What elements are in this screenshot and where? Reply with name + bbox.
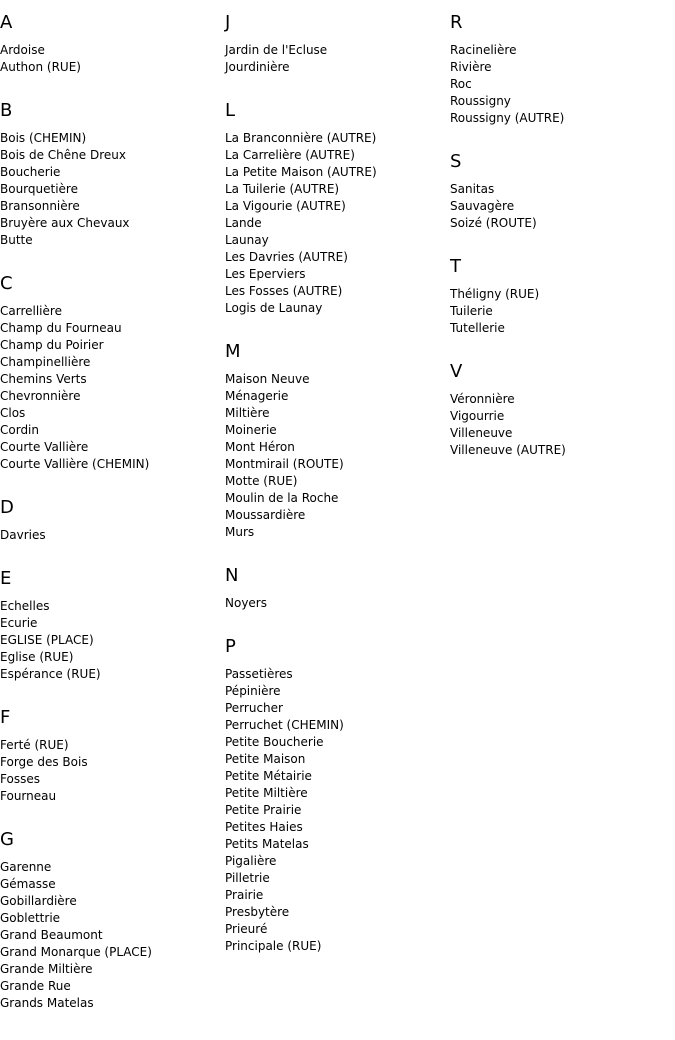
street-link[interactable]: Moussardière xyxy=(225,508,306,522)
street-link[interactable]: Jourdinière xyxy=(225,60,290,74)
letter-heading: C xyxy=(0,273,13,294)
street-link[interactable]: Perrucher xyxy=(225,701,283,715)
letter-heading: P xyxy=(225,636,236,657)
letter-heading: J xyxy=(225,12,231,33)
street-link[interactable]: Principale (RUE) xyxy=(225,939,322,953)
street-link[interactable]: Roc xyxy=(450,77,472,91)
street-link[interactable]: Perruchet (CHEMIN) xyxy=(225,718,344,732)
street-link[interactable]: Petite Boucherie xyxy=(225,735,324,749)
letter-heading: T xyxy=(450,256,461,277)
street-link[interactable]: Pigalière xyxy=(225,854,277,868)
letter-heading: A xyxy=(0,12,13,33)
street-link[interactable]: Petite Métairie xyxy=(225,769,312,783)
street-link[interactable]: Ferté (RUE) xyxy=(0,738,69,752)
street-link[interactable]: Launay xyxy=(225,233,269,247)
street-link[interactable]: EGLISE (PLACE) xyxy=(0,633,94,647)
street-link[interactable]: Bois (CHEMIN) xyxy=(0,131,87,145)
letter-group-c xyxy=(0,273,220,473)
letter-group-s xyxy=(450,151,670,232)
letter-heading: S xyxy=(450,151,462,172)
street-link[interactable]: Villeneuve (AUTRE) xyxy=(450,443,566,457)
street-link[interactable]: Sanitas xyxy=(450,182,495,196)
street-link[interactable]: Fosses xyxy=(0,772,40,786)
street-link[interactable]: Gobillardière xyxy=(0,894,77,908)
street-link[interactable]: La Vigourie (AUTRE) xyxy=(225,199,346,213)
street-link[interactable]: Pépinière xyxy=(225,684,281,698)
street-link[interactable]: Champ du Fourneau xyxy=(0,321,122,335)
letter-heading: B xyxy=(0,100,13,121)
street-link[interactable]: Garenne xyxy=(0,860,52,874)
street-link[interactable]: Prairie xyxy=(225,888,264,902)
street-link[interactable]: Authon (RUE) xyxy=(0,60,81,74)
street-link[interactable]: Bruyère aux Chevaux xyxy=(0,216,130,230)
street-link[interactable]: Logis de Launay xyxy=(225,301,323,315)
street-link[interactable]: Chevronnière xyxy=(0,389,81,403)
letter-group-g xyxy=(0,829,220,1012)
street-link[interactable]: Butte xyxy=(0,233,33,247)
letter-heading: F xyxy=(0,707,11,728)
street-link[interactable]: Moinerie xyxy=(225,423,277,437)
street-link[interactable]: Davries xyxy=(0,528,46,542)
letter-heading: R xyxy=(450,12,463,33)
index-column-2 xyxy=(225,12,445,979)
street-link[interactable]: Petite Prairie xyxy=(225,803,302,817)
letter-group-l xyxy=(225,100,445,317)
street-link[interactable]: Miltière xyxy=(225,406,270,420)
street-link[interactable]: Grande Rue xyxy=(0,979,71,993)
street-link[interactable]: Petites Haies xyxy=(225,820,303,834)
street-link[interactable]: Bourquetière xyxy=(0,182,78,196)
street-link[interactable]: Passetières xyxy=(225,667,293,681)
letter-group-b xyxy=(0,100,220,249)
street-link[interactable]: Tuilerie xyxy=(450,304,493,318)
street-link[interactable]: Mont Héron xyxy=(225,440,295,454)
street-link[interactable]: Lande xyxy=(225,216,262,230)
street-link[interactable]: Forge des Bois xyxy=(0,755,88,769)
street-link[interactable]: Carrellière xyxy=(0,304,62,318)
street-link[interactable]: Courte Vallière xyxy=(0,440,89,454)
letter-group-v xyxy=(450,361,670,459)
street-link[interactable]: Champ du Poirier xyxy=(0,338,104,352)
letter-group-j xyxy=(225,12,445,76)
street-link[interactable]: Tutellerie xyxy=(450,321,505,335)
street-link[interactable]: Roussigny xyxy=(450,94,511,108)
street-link[interactable]: Cordin xyxy=(0,423,39,437)
letter-group-m xyxy=(225,341,445,541)
street-link[interactable]: Noyers xyxy=(225,596,267,610)
letter-heading: G xyxy=(0,829,14,850)
index-column-3 xyxy=(450,12,670,483)
street-link[interactable]: Sauvagère xyxy=(450,199,515,213)
street-link[interactable]: Prieuré xyxy=(225,922,268,936)
street-link[interactable]: Ardoise xyxy=(0,43,45,57)
street-link[interactable]: Ménagerie xyxy=(225,389,289,403)
street-link[interactable]: Maison Neuve xyxy=(225,372,310,386)
street-link[interactable]: Les Fosses (AUTRE) xyxy=(225,284,343,298)
letter-heading: D xyxy=(0,497,14,518)
street-link[interactable]: Presbytère xyxy=(225,905,290,919)
street-link[interactable]: Grand Beaumont xyxy=(0,928,103,942)
street-link[interactable]: Villeneuve xyxy=(450,426,513,440)
street-link[interactable]: Rivière xyxy=(450,60,492,74)
street-link[interactable]: Fourneau xyxy=(0,789,57,803)
street-link[interactable]: Grands Matelas xyxy=(0,996,94,1010)
street-link[interactable]: La Branconnière (AUTRE) xyxy=(225,131,377,145)
street-link[interactable]: Théligny (RUE) xyxy=(450,287,540,301)
street-link[interactable]: La Tuilerie (AUTRE) xyxy=(225,182,340,196)
street-link[interactable]: Chemins Verts xyxy=(0,372,87,386)
street-link[interactable]: Clos xyxy=(0,406,26,420)
street-link[interactable]: La Petite Maison (AUTRE) xyxy=(225,165,377,179)
street-link[interactable]: Roussigny (AUTRE) xyxy=(450,111,565,125)
street-link[interactable]: Petite Maison xyxy=(225,752,306,766)
street-link[interactable]: Les Eperviers xyxy=(225,267,306,281)
street-link[interactable]: Racinelière xyxy=(450,43,517,57)
street-link[interactable]: Jardin de l'Ecluse xyxy=(225,43,328,57)
letter-group-e xyxy=(0,568,220,683)
letter-heading: E xyxy=(0,568,12,589)
letter-group-d xyxy=(0,497,220,544)
street-link[interactable]: Pilletrie xyxy=(225,871,270,885)
letter-group-a xyxy=(0,12,220,76)
street-link[interactable]: Motte (RUE) xyxy=(225,474,298,488)
street-link[interactable]: Eglise (RUE) xyxy=(0,650,74,664)
letter-group-n xyxy=(225,565,445,612)
street-link[interactable]: Ecurie xyxy=(0,616,38,630)
street-link[interactable]: Boucherie xyxy=(0,165,61,179)
street-link[interactable]: Goblettrie xyxy=(0,911,61,925)
letter-group-t xyxy=(450,256,670,337)
street-link[interactable]: Bois de Chêne Dreux xyxy=(0,148,126,162)
street-link[interactable]: Les Davries (AUTRE) xyxy=(225,250,348,264)
street-link[interactable]: La Carrelière (AUTRE) xyxy=(225,148,355,162)
letter-heading: V xyxy=(450,361,463,382)
street-link[interactable]: Murs xyxy=(225,525,255,539)
street-link[interactable]: Soizé (ROUTE) xyxy=(450,216,537,230)
letter-heading: L xyxy=(225,100,236,121)
letter-group-r xyxy=(450,12,670,127)
street-link[interactable]: Vigourrie xyxy=(450,409,505,423)
index-column-1 xyxy=(0,12,220,1036)
street-link[interactable]: Grand Monarque (PLACE) xyxy=(0,945,152,959)
street-link[interactable]: Petits Matelas xyxy=(225,837,309,851)
letter-heading: M xyxy=(225,341,241,362)
street-link[interactable]: Petite Miltière xyxy=(225,786,308,800)
street-link[interactable]: Gémasse xyxy=(0,877,56,891)
street-link[interactable]: Moulin de la Roche xyxy=(225,491,339,505)
letter-group-f xyxy=(0,707,220,805)
street-link[interactable]: Espérance (RUE) xyxy=(0,667,101,681)
letter-group-p xyxy=(225,636,445,955)
street-link[interactable]: Véronnière xyxy=(450,392,515,406)
street-link[interactable]: Montmirail (ROUTE) xyxy=(225,457,344,471)
street-link[interactable]: Bransonnière xyxy=(0,199,80,213)
letter-heading: N xyxy=(225,565,239,586)
street-link[interactable]: Echelles xyxy=(0,599,50,613)
street-link[interactable]: Champinellière xyxy=(0,355,91,369)
street-link[interactable]: Courte Vallière (CHEMIN) xyxy=(0,457,150,471)
street-link[interactable]: Grande Miltière xyxy=(0,962,93,976)
